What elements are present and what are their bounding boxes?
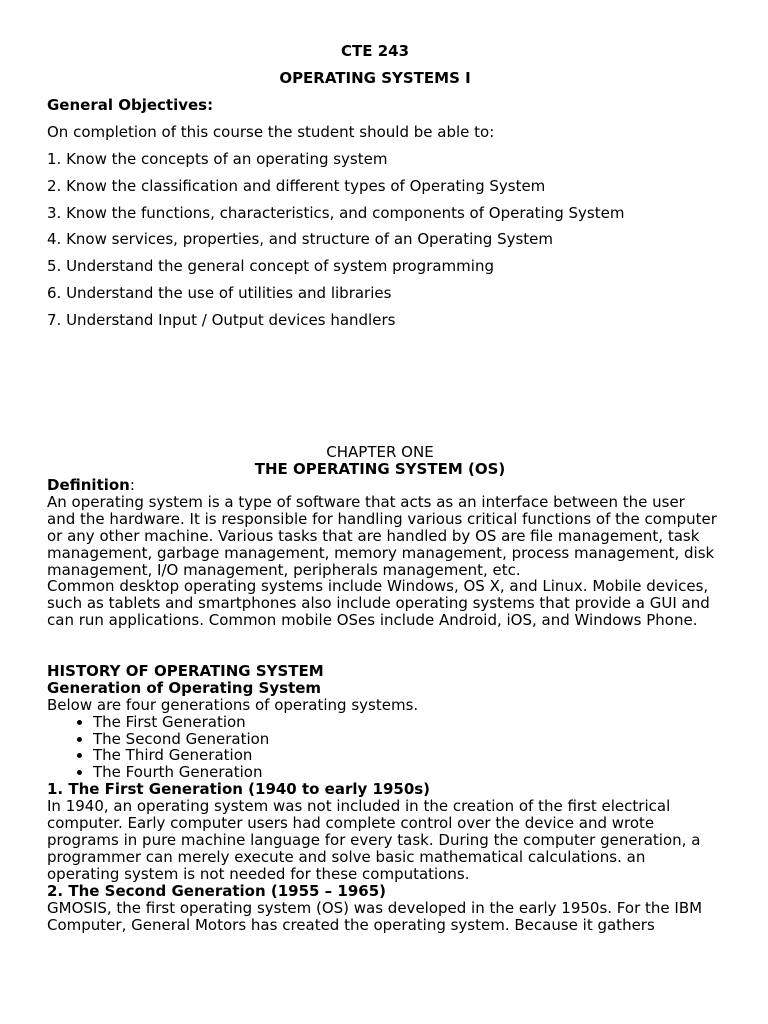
chapter-title: THE OPERATING SYSTEM (OS) (254, 460, 506, 478)
course-code: CTE 243 (340, 42, 410, 60)
definition-paragraph: An operating system is a type of software that acts as an interface between the user and the hardware. It is responsible for handling various critical functions of the computer or any other machine. Various tasks that are handled by OS are file management, task management, garbage management, memory management, process management, disk management, I/O management, peripherals management, etc. (47, 492, 717, 579)
objective-item: 2. Know the classification and different types of Operating System (47, 176, 546, 195)
first-generation-text: In 1940, an operating system was not included in the creation of the first electrical computer. Early computer users had complete control over the device and wrote programs in pure machine language for every task. During the computer generation, a programmer can merely execute and solve basic mathematical calculations. an operating system is not needed for these computations. (47, 797, 701, 883)
generation-intro: Below are four generations of operating systems. (47, 695, 419, 714)
definition-line (47, 477, 717, 494)
generation-item: • The Second Generation (93, 731, 717, 748)
objectives-intro: On completion of this course the student should be able to: (47, 123, 495, 141)
objective-item: 1. Know the concepts of an operating system (47, 150, 388, 168)
second-generation-text: GMOSIS, the first operating system (OS) was developed in the early 1950s. For the IBM Computer, General Motors has created the operating system. Because it gathers (47, 898, 703, 934)
course-title: OPERATING SYSTEMS I (279, 69, 471, 87)
objective-item: 4. Know services, properties, and structure of an Operating System (47, 230, 554, 249)
chapter-header (47, 444, 713, 478)
generation-subheading: Generation of Operating System (47, 678, 322, 697)
second-generation-heading: 2. The Second Generation (1955 – 1965) (47, 881, 387, 900)
generation-item: • The Third Generation (93, 747, 717, 764)
chapter-label: CHAPTER ONE (326, 443, 434, 461)
objectives-heading: General Objectives: (47, 96, 214, 114)
definition-label: Definition (47, 476, 130, 494)
desktop-os-paragraph: Common desktop operating systems include Windows, OS X, and Linux. Mobile devices, such as tablets and smartphones also include operating systems that provide a GUI and can run applications. Common mobile OSes include Android, iOS, and Windows Phone. (47, 577, 710, 630)
objectives-list (47, 151, 624, 339)
objective-item: 5. Understand the general concept of system programming (47, 257, 494, 276)
generation-item: • The Fourth Generation (93, 764, 717, 781)
history-heading: HISTORY OF OPERATING SYSTEM (47, 661, 324, 680)
definition-colon: : (129, 476, 135, 494)
objective-item: 7. Understand Input / Output devices handlers (47, 310, 396, 329)
objective-item: 6. Understand the use of utilities and libraries (47, 283, 392, 302)
generation-list (47, 714, 717, 782)
spacer (47, 629, 717, 663)
chapter-body (47, 477, 717, 933)
first-generation-heading: 1. The First Generation (1940 to early 1950s) (47, 780, 431, 799)
objective-item: 3. Know the functions, characteristics, and components of Operating System (47, 203, 625, 222)
generation-item: • The First Generation (93, 714, 717, 731)
